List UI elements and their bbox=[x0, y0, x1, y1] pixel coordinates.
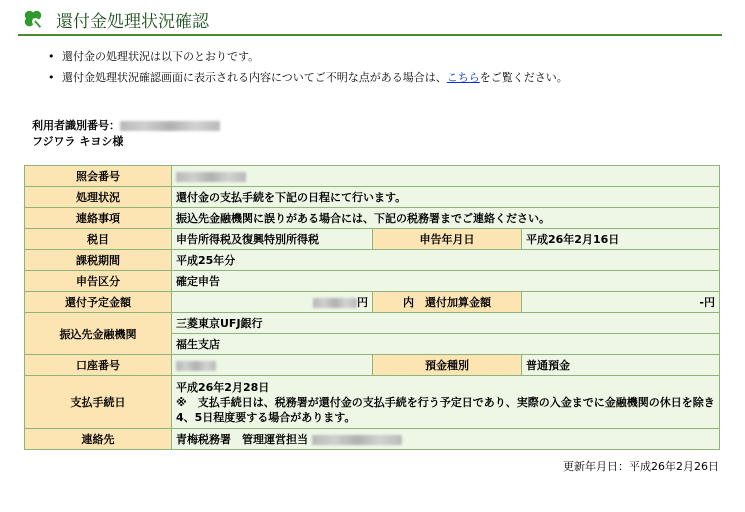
table-row bbox=[25, 271, 720, 292]
redacted-phone-number bbox=[312, 435, 402, 445]
notes-list bbox=[48, 48, 568, 90]
status-label: 処理状況 bbox=[25, 187, 172, 208]
table-row bbox=[25, 208, 720, 229]
clover-icon bbox=[22, 8, 44, 30]
table-row bbox=[25, 166, 720, 187]
refund-amount-label: 還付予定金額 bbox=[25, 292, 172, 313]
user-info bbox=[32, 118, 220, 150]
bank-label: 振込先金融機関 bbox=[25, 313, 172, 355]
table-row bbox=[25, 355, 720, 376]
tax-period-value: 平成25年分 bbox=[172, 250, 720, 271]
tax-item-label: 税目 bbox=[25, 229, 172, 250]
table-row bbox=[25, 187, 720, 208]
table-row bbox=[25, 376, 720, 429]
refund-interest-value: -円 bbox=[522, 292, 720, 313]
contact-info-value: 振込先金融機関に誤りがある場合には、下記の税務署までご連絡ください。 bbox=[172, 208, 720, 229]
note-item: • 還付金の処理状況は以下のとおりです。 bbox=[48, 48, 568, 69]
page-header bbox=[18, 4, 722, 36]
tax-period-label: 課税期間 bbox=[25, 250, 172, 271]
redacted-refund-amount bbox=[313, 298, 357, 308]
contact-label: 連絡先 bbox=[25, 429, 172, 450]
bank-name-value: 三菱東京UFJ銀行 bbox=[172, 313, 720, 334]
deposit-type-value: 普通預金 bbox=[522, 355, 720, 376]
user-id-label: 利用者識別番号： bbox=[32, 119, 120, 132]
redacted-account-number bbox=[176, 361, 216, 371]
payment-date-note: ※ 支払手続日は、税務署が還付金の支払手続を行う予定日であり、実際の入金までに金融機関の休日を除き4、5日程度要する場合があります。 bbox=[176, 395, 715, 424]
table-row bbox=[25, 313, 720, 334]
user-name: フジワラ キヨシ様 bbox=[32, 135, 124, 148]
account-number-label: 口座番号 bbox=[25, 355, 172, 376]
updated-date: 更新年月日：平成26年2月26日 bbox=[563, 460, 719, 473]
help-link[interactable]: こちら bbox=[446, 71, 480, 84]
table-row bbox=[25, 429, 720, 450]
deposit-type-label: 預金種別 bbox=[373, 355, 522, 376]
bank-branch-value: 福生支店 bbox=[172, 334, 720, 355]
refund-status-table bbox=[24, 165, 720, 450]
redacted-inquiry-number bbox=[176, 172, 246, 182]
table-row bbox=[25, 229, 720, 250]
contact-value: 青梅税務署 管理運営担当 bbox=[172, 429, 720, 450]
payment-date-value bbox=[172, 376, 720, 429]
inquiry-number-value bbox=[172, 166, 720, 187]
refund-amount-value: 円 bbox=[172, 292, 373, 313]
refund-interest-label: 内 還付加算金額 bbox=[373, 292, 522, 313]
filing-date-label: 申告年月日 bbox=[373, 229, 522, 250]
filing-type-label: 申告区分 bbox=[25, 271, 172, 292]
filing-date-value: 平成26年2月16日 bbox=[522, 229, 720, 250]
tax-item-value: 申告所得税及復興特別所得税 bbox=[172, 229, 373, 250]
payment-date: 平成26年2月28日 bbox=[176, 380, 270, 394]
status-value: 還付金の支払手続を下記の日程にて行います。 bbox=[172, 187, 720, 208]
redacted-user-id bbox=[120, 121, 220, 131]
account-number-value bbox=[172, 355, 373, 376]
inquiry-number-label: 照会番号 bbox=[25, 166, 172, 187]
contact-info-label: 連絡事項 bbox=[25, 208, 172, 229]
payment-date-label: 支払手続日 bbox=[25, 376, 172, 429]
note-item: • 還付金処理状況確認画面に表示される内容についてご不明な点がある場合は、こちらをご覧ください。 bbox=[48, 69, 568, 90]
table-row bbox=[25, 292, 720, 313]
table-row bbox=[25, 250, 720, 271]
page-title: 還付金処理状況確認 bbox=[56, 12, 209, 32]
filing-type-value: 確定申告 bbox=[172, 271, 720, 292]
